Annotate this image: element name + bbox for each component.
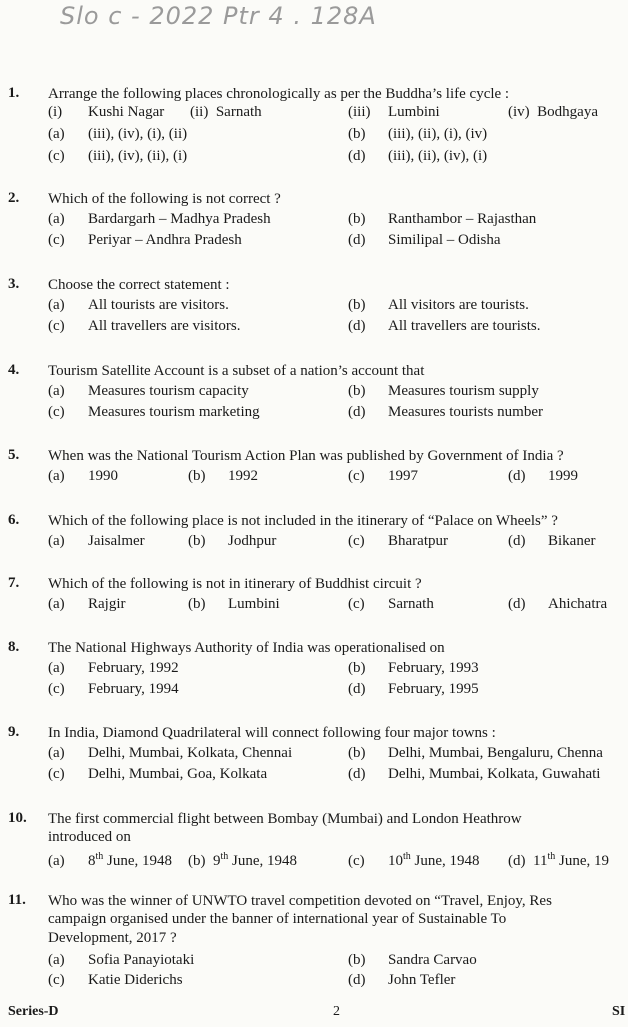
option-a[interactable]: (a) Sofia Panayiotaki (48, 952, 195, 968)
question-text: The National Highways Authority of India was operationalised on (48, 640, 445, 656)
option-row (0, 952, 628, 972)
option-d[interactable]: (d) February, 1995 (348, 681, 479, 697)
option-b[interactable]: (b) Lumbini (188, 596, 280, 612)
option-row (0, 297, 628, 317)
question-text: Choose the correct statement : (48, 277, 230, 293)
option-b[interactable]: (b) Sandra Carvao (348, 952, 477, 968)
question-number: 5. (8, 447, 20, 463)
question-number: 10. (8, 810, 27, 826)
item-label: (i) (48, 104, 63, 120)
item-label: (iii) (348, 104, 371, 120)
option-b[interactable]: (b) Jodhpur (188, 533, 277, 549)
option-c[interactable]: (c) Measures tourism marketing (48, 404, 260, 420)
option-row (0, 681, 628, 701)
option-row (0, 533, 628, 553)
question-text-continued: campaign organised under the banner of international year of Sustainable To (48, 911, 507, 927)
handwritten-note: Slo c - 2022 Ptr 4 . 128A (60, 2, 377, 30)
option-d[interactable]: (d) Measures tourists number (348, 404, 543, 420)
option-row (0, 404, 628, 424)
option-row (0, 126, 628, 146)
option-row (0, 745, 628, 765)
option-c[interactable]: (c) Bharatpur (348, 533, 448, 549)
question-number: 4. (8, 362, 20, 378)
question-number: 7. (8, 575, 20, 591)
item-text: Sarnath (215, 104, 262, 120)
series-label: Series-D (8, 1004, 59, 1019)
question-number: 6. (8, 512, 20, 528)
option-b[interactable]: (b) (iii), (ii), (i), (iv) (348, 126, 488, 142)
option-row (0, 596, 628, 616)
option-c[interactable]: (c) Periyar – Andhra Pradesh (48, 232, 242, 248)
option-d[interactable]: (d) Delhi, Mumbai, Kolkata, Guwahati (348, 766, 601, 782)
option-row (0, 211, 628, 231)
question-text: In India, Diamond Quadrilateral will connect following four major towns : (48, 725, 496, 741)
question-number: 8. (8, 639, 20, 655)
option-c[interactable]: (c) 10th June, 1948 (348, 851, 480, 869)
option-d[interactable]: (d) (iii), (ii), (iv), (i) (348, 148, 488, 164)
option-c[interactable]: (c) Katie Diderichs (48, 972, 183, 988)
option-c[interactable]: (c) (iii), (iv), (ii), (i) (48, 148, 188, 164)
option-d[interactable]: (d) Ahichatra (508, 596, 608, 612)
option-row (0, 766, 628, 786)
option-a[interactable]: (a) All tourists are visitors. (48, 297, 229, 313)
footer-right-label: SI (612, 1004, 626, 1019)
option-a[interactable]: (a) Bardargarh – Madhya Pradesh (48, 211, 271, 227)
item-label: (iv) (508, 104, 530, 120)
option-a[interactable]: (a) Delhi, Mumbai, Kolkata, Chennai (48, 745, 293, 761)
option-b[interactable]: (b) All visitors are tourists. (348, 297, 529, 313)
option-row (0, 851, 628, 871)
option-c[interactable]: (c) Delhi, Mumbai, Goa, Kolkata (48, 766, 268, 782)
question-number: 3. (8, 276, 20, 292)
option-d[interactable]: (d) All travellers are tourists. (348, 318, 541, 334)
option-row (0, 318, 628, 338)
question-text: Tourism Satellite Account is a subset of a nation’s account that (48, 363, 425, 379)
question-text: Arrange the following places chronologically as per the Buddha’s life cycle : (48, 86, 510, 102)
option-b[interactable]: (b) 9th June, 1948 (188, 851, 298, 869)
question-text: When was the National Tourism Action Plan was published by Government of India ? (48, 448, 564, 464)
option-c[interactable]: (c) February, 1994 (48, 681, 179, 697)
option-row (0, 383, 628, 403)
option-d[interactable]: (d) 11th June, 19 (508, 851, 609, 869)
option-d[interactable]: (d) 1999 (508, 468, 578, 484)
option-b[interactable]: (b) Ranthambor – Rajasthan (348, 211, 537, 227)
option-b[interactable]: (b) Measures tourism supply (348, 383, 539, 399)
option-row (0, 972, 628, 992)
question-text-continued: introduced on (48, 829, 131, 845)
question-text: Which of the following place is not included in the itinerary of “Palace on Wheels” ? (48, 513, 558, 529)
question-text-continued: Development, 2017 ? (48, 930, 177, 946)
option-d[interactable]: (d) John Tefler (348, 972, 456, 988)
option-row (0, 660, 628, 680)
question-text: Who was the winner of UNWTO travel competition devoted on “Travel, Enjoy, Res (48, 893, 552, 909)
question-number: 9. (8, 724, 20, 740)
option-b[interactable]: (b) February, 1993 (348, 660, 479, 676)
question-text: Which of the following is not in itinerary of Buddhist circuit ? (48, 576, 422, 592)
option-a[interactable]: (a) Rajgir (48, 596, 126, 612)
option-b[interactable]: (b) Delhi, Mumbai, Bengaluru, Chenna (348, 745, 603, 761)
page-number: 2 (333, 1004, 340, 1019)
question-number: 2. (8, 190, 20, 206)
item-text: Lumbini (388, 104, 440, 120)
option-d[interactable]: (d) Similipal – Odisha (348, 232, 501, 248)
option-b[interactable]: (b) 1992 (188, 468, 258, 484)
item-text: Bodhgaya (537, 104, 598, 120)
option-a[interactable]: (a) 1990 (48, 468, 118, 484)
option-row (0, 232, 628, 252)
question-number: 11. (8, 892, 26, 908)
option-c[interactable]: (c) 1997 (348, 468, 418, 484)
question-text: The first commercial flight between Bombay (Mumbai) and London Heathrow (48, 811, 522, 827)
option-a[interactable]: (a) Jaisalmer (48, 533, 145, 549)
item-row (0, 104, 628, 124)
option-c[interactable]: (c) Sarnath (348, 596, 434, 612)
option-a[interactable]: (a) February, 1992 (48, 660, 179, 676)
option-a[interactable]: (a) (iii), (iv), (i), (ii) (48, 126, 188, 142)
item-label: (ii) (190, 104, 209, 120)
option-row (0, 148, 628, 168)
option-row (0, 468, 628, 488)
item-text: Kushi Nagar (88, 104, 165, 120)
option-c[interactable]: (c) All travellers are visitors. (48, 318, 241, 334)
option-d[interactable]: (d) Bikaner (508, 533, 596, 549)
question-text: Which of the following is not correct ? (48, 191, 281, 207)
question-number: 1. (8, 85, 20, 101)
option-a[interactable]: (a) 8th June, 1948 (48, 851, 173, 869)
option-a[interactable]: (a) Measures tourism capacity (48, 383, 249, 399)
